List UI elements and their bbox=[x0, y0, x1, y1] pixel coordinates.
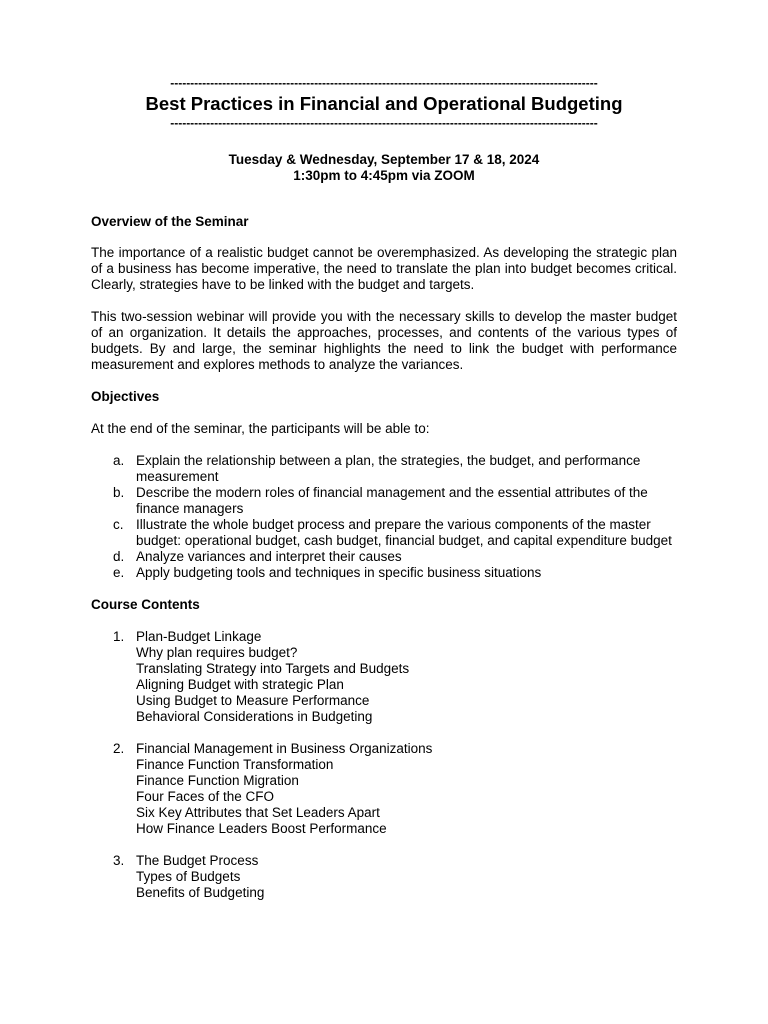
event-time: 1:30pm to 4:45pm via ZOOM bbox=[293, 168, 475, 183]
objective-item bbox=[91, 565, 677, 581]
module-number: 3. bbox=[113, 853, 125, 868]
document-title: Best Practices in Financial and Operational Budgeting bbox=[145, 93, 623, 114]
objectives-intro: At the end of the seminar, the participants will be able to: bbox=[91, 421, 430, 436]
module-topic: Using Budget to Measure Performance bbox=[136, 693, 370, 708]
objectives-heading: Objectives bbox=[91, 389, 160, 404]
module-topic: Aligning Budget with strategic Plan bbox=[136, 677, 344, 692]
objective-item bbox=[91, 549, 677, 565]
course-module bbox=[91, 741, 677, 837]
module-topic: Benefits of Budgeting bbox=[136, 885, 265, 900]
objective-text: Apply budgeting tools and techniques in specific business situations bbox=[136, 565, 542, 580]
title-rule-top: ----------------------------------------------------------------------------------------------------------- bbox=[170, 76, 598, 90]
module-topic: Four Faces of the CFO bbox=[136, 789, 275, 804]
objective-item bbox=[91, 453, 677, 485]
course-module bbox=[91, 629, 677, 725]
module-number: 1. bbox=[113, 629, 125, 644]
module-topic: Six Key Attributes that Set Leaders Apart bbox=[136, 805, 380, 820]
event-date: Tuesday & Wednesday, September 17 & 18, 2024 bbox=[228, 152, 540, 167]
module-topic: How Finance Leaders Boost Performance bbox=[136, 821, 387, 836]
objectives-list bbox=[91, 453, 677, 581]
objective-marker: a. bbox=[113, 453, 125, 468]
module-title: Plan-Budget Linkage bbox=[136, 629, 262, 644]
module-topic: Types of Budgets bbox=[136, 869, 241, 884]
objective-text: Illustrate the whole budget process and prepare the various components of the master budget: operational budget, cash budget, financial budget, and capital expenditure budget bbox=[136, 517, 672, 548]
event-info bbox=[91, 152, 677, 184]
module-topic: Finance Function Migration bbox=[136, 773, 299, 788]
module-topic: Why plan requires budget? bbox=[136, 645, 298, 660]
objective-marker: c. bbox=[113, 517, 124, 532]
objective-marker: d. bbox=[113, 549, 125, 564]
module-topic: Translating Strategy into Targets and Budgets bbox=[136, 661, 410, 676]
module-title: The Budget Process bbox=[136, 853, 259, 868]
overview-paragraph-2: This two-session webinar will provide you with the necessary skills to develop the master budget of an organization. It details the approaches, processes, and contents of the various types of budgets. By and large, the seminar highlights the need to link the budget with performance measurement and explores methods to analyze the variances. bbox=[91, 309, 677, 372]
module-number: 2. bbox=[113, 741, 125, 756]
module-topic: Behavioral Considerations in Budgeting bbox=[136, 709, 373, 724]
module-topic: Finance Function Transformation bbox=[136, 757, 334, 772]
objective-text: Describe the modern roles of financial management and the essential attributes of the finance managers bbox=[136, 485, 648, 516]
document-page bbox=[91, 76, 677, 917]
objective-marker: e. bbox=[113, 565, 125, 580]
overview-heading: Overview of the Seminar bbox=[91, 214, 249, 229]
objective-item bbox=[91, 517, 677, 549]
course-modules-list bbox=[91, 629, 677, 901]
module-title: Financial Management in Business Organizations bbox=[136, 741, 433, 756]
objective-text: Analyze variances and interpret their causes bbox=[136, 549, 402, 564]
course-contents-heading: Course Contents bbox=[91, 597, 200, 612]
course-module bbox=[91, 853, 677, 901]
objective-marker: b. bbox=[113, 485, 125, 500]
overview-paragraph-1: The importance of a realistic budget cannot be overemphasized. As developing the strategic plan of a business has become imperative, the need to translate the plan into budget becomes critical. Clearly, strategies have to be linked with the budget and targets. bbox=[91, 245, 677, 292]
title-rule-bottom: ----------------------------------------------------------------------------------------------------------- bbox=[170, 116, 598, 130]
objective-text: Explain the relationship between a plan, the strategies, the budget, and performance measurement bbox=[136, 453, 641, 484]
objective-item bbox=[91, 485, 677, 517]
